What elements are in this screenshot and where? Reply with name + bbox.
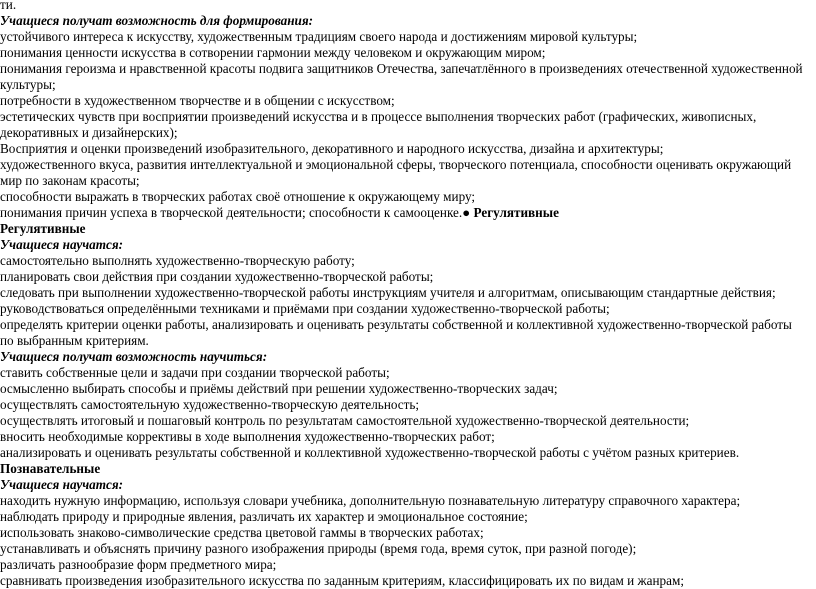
list-item: осуществлять итоговый и пошаговый контроль по результатам самостоятельной художественно-творческой деятельности; xyxy=(0,413,690,428)
list-item: анализировать и оценивать результаты собственной и коллективной художественно-творческой работы с учётом разных критериев. xyxy=(0,445,740,460)
list-item: находить нужную информацию, используя словари учебника, дополнительную познавательную литературу справочного характера; xyxy=(0,493,741,508)
list-item: понимания ценности искусства в сотворении гармонии между человеком и окружающим миром; xyxy=(0,45,546,60)
list-item: наблюдать природу и природные явления, различать их характер и эмоциональное состояние; xyxy=(0,509,528,524)
section1-list xyxy=(0,29,806,221)
list-item: вносить необходимые коррективы в ходе выполнения художественно-творческих работ; xyxy=(0,429,495,444)
list-item: сравнивать произведения изобразительного искусства по заданным критериям, классифицировать их по видам и жанрам; xyxy=(0,573,684,588)
reg-opportunity-heading: Учащиеся получат возможность научиться: xyxy=(0,349,268,364)
top-fragment: ти. xyxy=(0,0,17,12)
list-item: способности выражать в творческих работах своё отношение к окружающему миру; xyxy=(0,189,476,204)
list-item: определять критерии оценки работы, анализировать и оценивать результаты собственной и коллективной художественно-творческой работы по выбранным критериям. xyxy=(0,317,792,348)
list-item xyxy=(0,205,806,221)
list-item: различать разнообразие форм предметного мира; xyxy=(0,557,277,572)
reg-learn-list xyxy=(0,253,806,349)
reg-opportunity-list xyxy=(0,365,806,461)
list-item: эстетических чувств при восприятии произведений искусства и в процессе выполнения творческих работ (графических, живописных, декоративных и дизайнерских); xyxy=(0,109,757,140)
list-item: устойчивого интереса к искусству, художественным традициям своего народа и достижениям мировой культуры; xyxy=(0,29,638,44)
list-item: Восприятия и оценки произведений изобразительного, декоративного и народного искусства, дизайна и архитектуры; xyxy=(0,141,664,156)
inline-heading: Регулятивные xyxy=(470,205,559,220)
list-item: художественного вкуса, развития интеллектуальной и эмоциональной сферы, творческого потенциала, способности оценивать окружающий мир по законам красоты; xyxy=(0,157,792,188)
section1-heading: Учащиеся получат возможность для формирования: xyxy=(0,13,314,28)
regulative-heading: Регулятивные xyxy=(0,221,86,236)
list-item: использовать знаково-символические средства цветовой гаммы в творческих работах; xyxy=(0,525,484,540)
list-item: руководствоваться определёнными техниками и приёмами при создании художественно-творческой работы; xyxy=(0,301,610,316)
cognitive-heading: Познавательные xyxy=(0,461,101,476)
list-item: ставить собственные цели и задачи при создании творческой работы; xyxy=(0,365,390,380)
reg-learn-heading: Учащиеся научатся: xyxy=(0,237,124,252)
cog-learn-list xyxy=(0,493,806,589)
bullet-icon: ● xyxy=(462,205,471,220)
list-item: осмысленно выбирать способы и приёмы действий при решении художественно-творческих задач; xyxy=(0,381,558,396)
list-item: планировать свои действия при создании художественно-творческой работы; xyxy=(0,269,434,284)
list-item: осуществлять самостоятельную художественно-творческую деятельность; xyxy=(0,397,420,412)
list-item: устанавливать и объяснять причину разного изображения природы (время года, время суток, при разной погоде); xyxy=(0,541,637,556)
last-item-text: понимания причин успеха в творческой деятельности; способности к самооценке. xyxy=(0,205,463,220)
list-item: понимания героизма и нравственной красоты подвига защитников Отечества, запечатлённого в произведениях отечественной художественной культуры; xyxy=(0,61,803,92)
list-item: следовать при выполнении художественно-творческой работы инструкциям учителя и алгоритмам, описывающим стандартные действия; xyxy=(0,285,776,300)
cog-learn-heading: Учащиеся научатся: xyxy=(0,477,124,492)
list-item: самостоятельно выполнять художественно-творческую работу; xyxy=(0,253,355,268)
list-item: потребности в художественном творчестве и в общении с искусством; xyxy=(0,93,395,108)
